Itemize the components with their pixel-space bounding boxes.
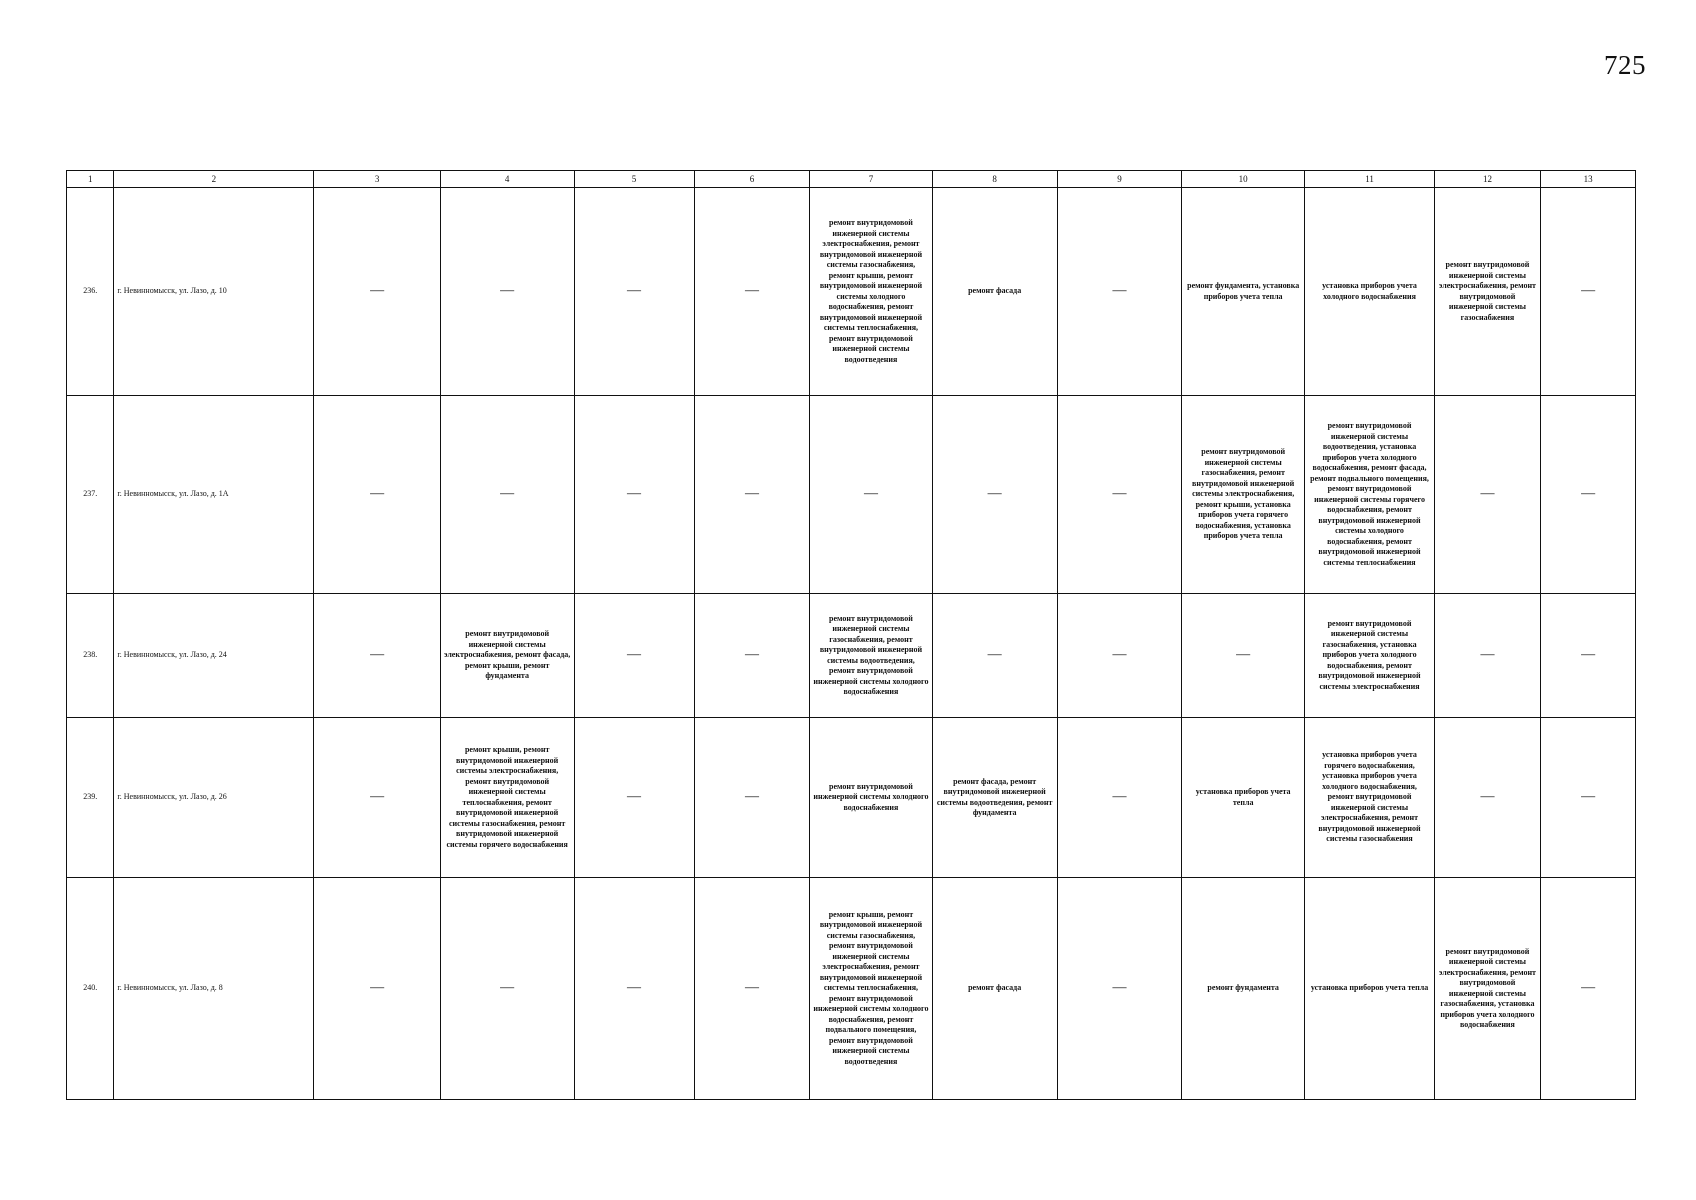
table-cell: ремонт фасада [932, 188, 1057, 396]
table-cell: — [1541, 188, 1636, 396]
table-cell: — [1541, 878, 1636, 1100]
address-cell: г. Невинномысск, ул. Лазо, д. 26 [114, 718, 314, 878]
column-header: 1 [67, 171, 114, 188]
table-cell: ремонт фасада [932, 878, 1057, 1100]
page-number: 725 [1604, 50, 1646, 80]
row-number: 236. [67, 188, 114, 396]
table-cell: ремонт внутридомовой инженерной системы электроснабжения, ремонт фасада, ремонт крыши, ремонт фундамента [440, 594, 574, 718]
table-cell: ремонт фасада, ремонт внутридомовой инженерной системы водоотведения, ремонт фундамента [932, 718, 1057, 878]
row-number: 238. [67, 594, 114, 718]
table-row [67, 188, 1636, 396]
column-header: 5 [574, 171, 694, 188]
address-cell: г. Невинномысск, ул. Лазо, д. 1А [114, 396, 314, 594]
table-cell: установка приборов учета горячего водоснабжения, установка приборов учета холодного водоснабжения, ремонт внутридомовой инженерной системы электроснабжения, ремонт внутридомовой инженерной системы газоснабжения [1305, 718, 1435, 878]
table-cell: — [574, 188, 694, 396]
table-cell: — [694, 718, 810, 878]
column-header: 10 [1182, 171, 1305, 188]
table-row [67, 594, 1636, 718]
table-cell: — [1541, 718, 1636, 878]
table-cell: — [1057, 878, 1181, 1100]
column-header: 8 [932, 171, 1057, 188]
table-cell: — [314, 188, 440, 396]
table-cell: — [440, 878, 574, 1100]
column-header: 13 [1541, 171, 1636, 188]
column-number-row [67, 171, 1636, 188]
table-cell: — [314, 718, 440, 878]
column-header: 7 [810, 171, 932, 188]
row-number: 239. [67, 718, 114, 878]
table-cell: — [1057, 188, 1181, 396]
table-cell: — [314, 878, 440, 1100]
table-cell: — [694, 396, 810, 594]
table-cell: — [694, 188, 810, 396]
table-cell: ремонт внутридомовой инженерной системы водоотведения, установка приборов учета холодного водоснабжения, ремонт фасада, ремонт подвального помещения, ремонт внутридомовой инженерной системы горячего водоснабжения, ремонт внутридомовой инженерной системы холодного водоснабжения, ремонт внутридомовой инженерной системы теплоснабжения [1305, 396, 1435, 594]
table-cell: установка приборов учета холодного водоснабжения [1305, 188, 1435, 396]
table-cell: ремонт внутридомовой инженерной системы электроснабжения, ремонт внутридомовой инженерной системы газоснабжения [1434, 188, 1540, 396]
repair-plan-table [66, 170, 1636, 1100]
column-header: 11 [1305, 171, 1435, 188]
table-cell: ремонт внутридомовой инженерной системы электроснабжения, ремонт внутридомовой инженерной системы газоснабжения, установка приборов учета холодного водоснабжения [1434, 878, 1540, 1100]
table-row [67, 878, 1636, 1100]
table-cell: ремонт крыши, ремонт внутридомовой инженерной системы электроснабжения, ремонт внутридомовой инженерной системы теплоснабжения, ремонт внутридомовой инженерной системы газоснабжения, ремонт внутридомовой инженерной системы горячего водоснабжения [440, 718, 574, 878]
column-header: 3 [314, 171, 440, 188]
row-number: 237. [67, 396, 114, 594]
table-cell: — [694, 594, 810, 718]
column-header: 6 [694, 171, 810, 188]
table-cell: — [1057, 718, 1181, 878]
table-cell: ремонт фундамента, установка приборов учета тепла [1182, 188, 1305, 396]
table-cell: — [1434, 396, 1540, 594]
table-row [67, 396, 1636, 594]
table-cell: — [1182, 594, 1305, 718]
table-cell: — [574, 718, 694, 878]
column-header: 4 [440, 171, 574, 188]
table-cell: — [1057, 396, 1181, 594]
table-cell: ремонт внутридомовой инженерной системы электроснабжения, ремонт внутридомовой инженерной системы газоснабжения, ремонт крыши, ремонт внутридомовой инженерной системы холодного водоснабжения, ремонт внутридомовой инженерной системы теплоснабжения, ремонт внутридомовой инженерной системы водоотведения [810, 188, 932, 396]
table-cell: ремонт внутридомовой инженерной системы холодного водоснабжения [810, 718, 932, 878]
table-row [67, 718, 1636, 878]
table-cell: — [1541, 594, 1636, 718]
table-cell: — [1434, 718, 1540, 878]
row-number: 240. [67, 878, 114, 1100]
table-cell: — [314, 396, 440, 594]
table-cell: ремонт внутридомовой инженерной системы газоснабжения, установка приборов учета холодного водоснабжения, ремонт внутридомовой инженерной системы электроснабжения [1305, 594, 1435, 718]
address-cell: г. Невинномысск, ул. Лазо, д. 10 [114, 188, 314, 396]
table-cell: — [932, 594, 1057, 718]
table-cell: ремонт внутридомовой инженерной системы газоснабжения, ремонт внутридомовой инженерной системы водоотведения, ремонт внутридомовой инженерной системы холодного водоснабжения [810, 594, 932, 718]
table-cell: — [574, 594, 694, 718]
table-cell: — [810, 396, 932, 594]
table-cell: — [1541, 396, 1636, 594]
address-cell: г. Невинномысск, ул. Лазо, д. 8 [114, 878, 314, 1100]
table-cell: — [440, 396, 574, 594]
repair-plan-table-container [66, 170, 1636, 1100]
table-cell: ремонт крыши, ремонт внутридомовой инженерной системы газоснабжения, ремонт внутридомовой инженерной системы электроснабжения, ремонт внутридомовой инженерной системы теплоснабжения, ремонт внутридомовой инженерной системы холодного водоснабжения, ремонт подвального помещения, ремонт внутридомовой инженерной системы водоотведения [810, 878, 932, 1100]
column-header: 9 [1057, 171, 1181, 188]
table-cell: — [440, 188, 574, 396]
table-cell: установка приборов учета тепла [1305, 878, 1435, 1100]
column-header: 2 [114, 171, 314, 188]
table-cell: — [574, 396, 694, 594]
table-cell: — [314, 594, 440, 718]
table-cell: — [1057, 594, 1181, 718]
table-cell: установка приборов учета тепла [1182, 718, 1305, 878]
table-cell: — [574, 878, 694, 1100]
address-cell: г. Невинномысск, ул. Лазо, д. 24 [114, 594, 314, 718]
column-header: 12 [1434, 171, 1540, 188]
table-cell: ремонт фундамента [1182, 878, 1305, 1100]
table-cell: ремонт внутридомовой инженерной системы газоснабжения, ремонт внутридомовой инженерной системы электроснабжения, ремонт крыши, установка приборов учета горячего водоснабжения, установка приборов учета тепла [1182, 396, 1305, 594]
table-cell: — [1434, 594, 1540, 718]
table-cell: — [932, 396, 1057, 594]
table-cell: — [694, 878, 810, 1100]
